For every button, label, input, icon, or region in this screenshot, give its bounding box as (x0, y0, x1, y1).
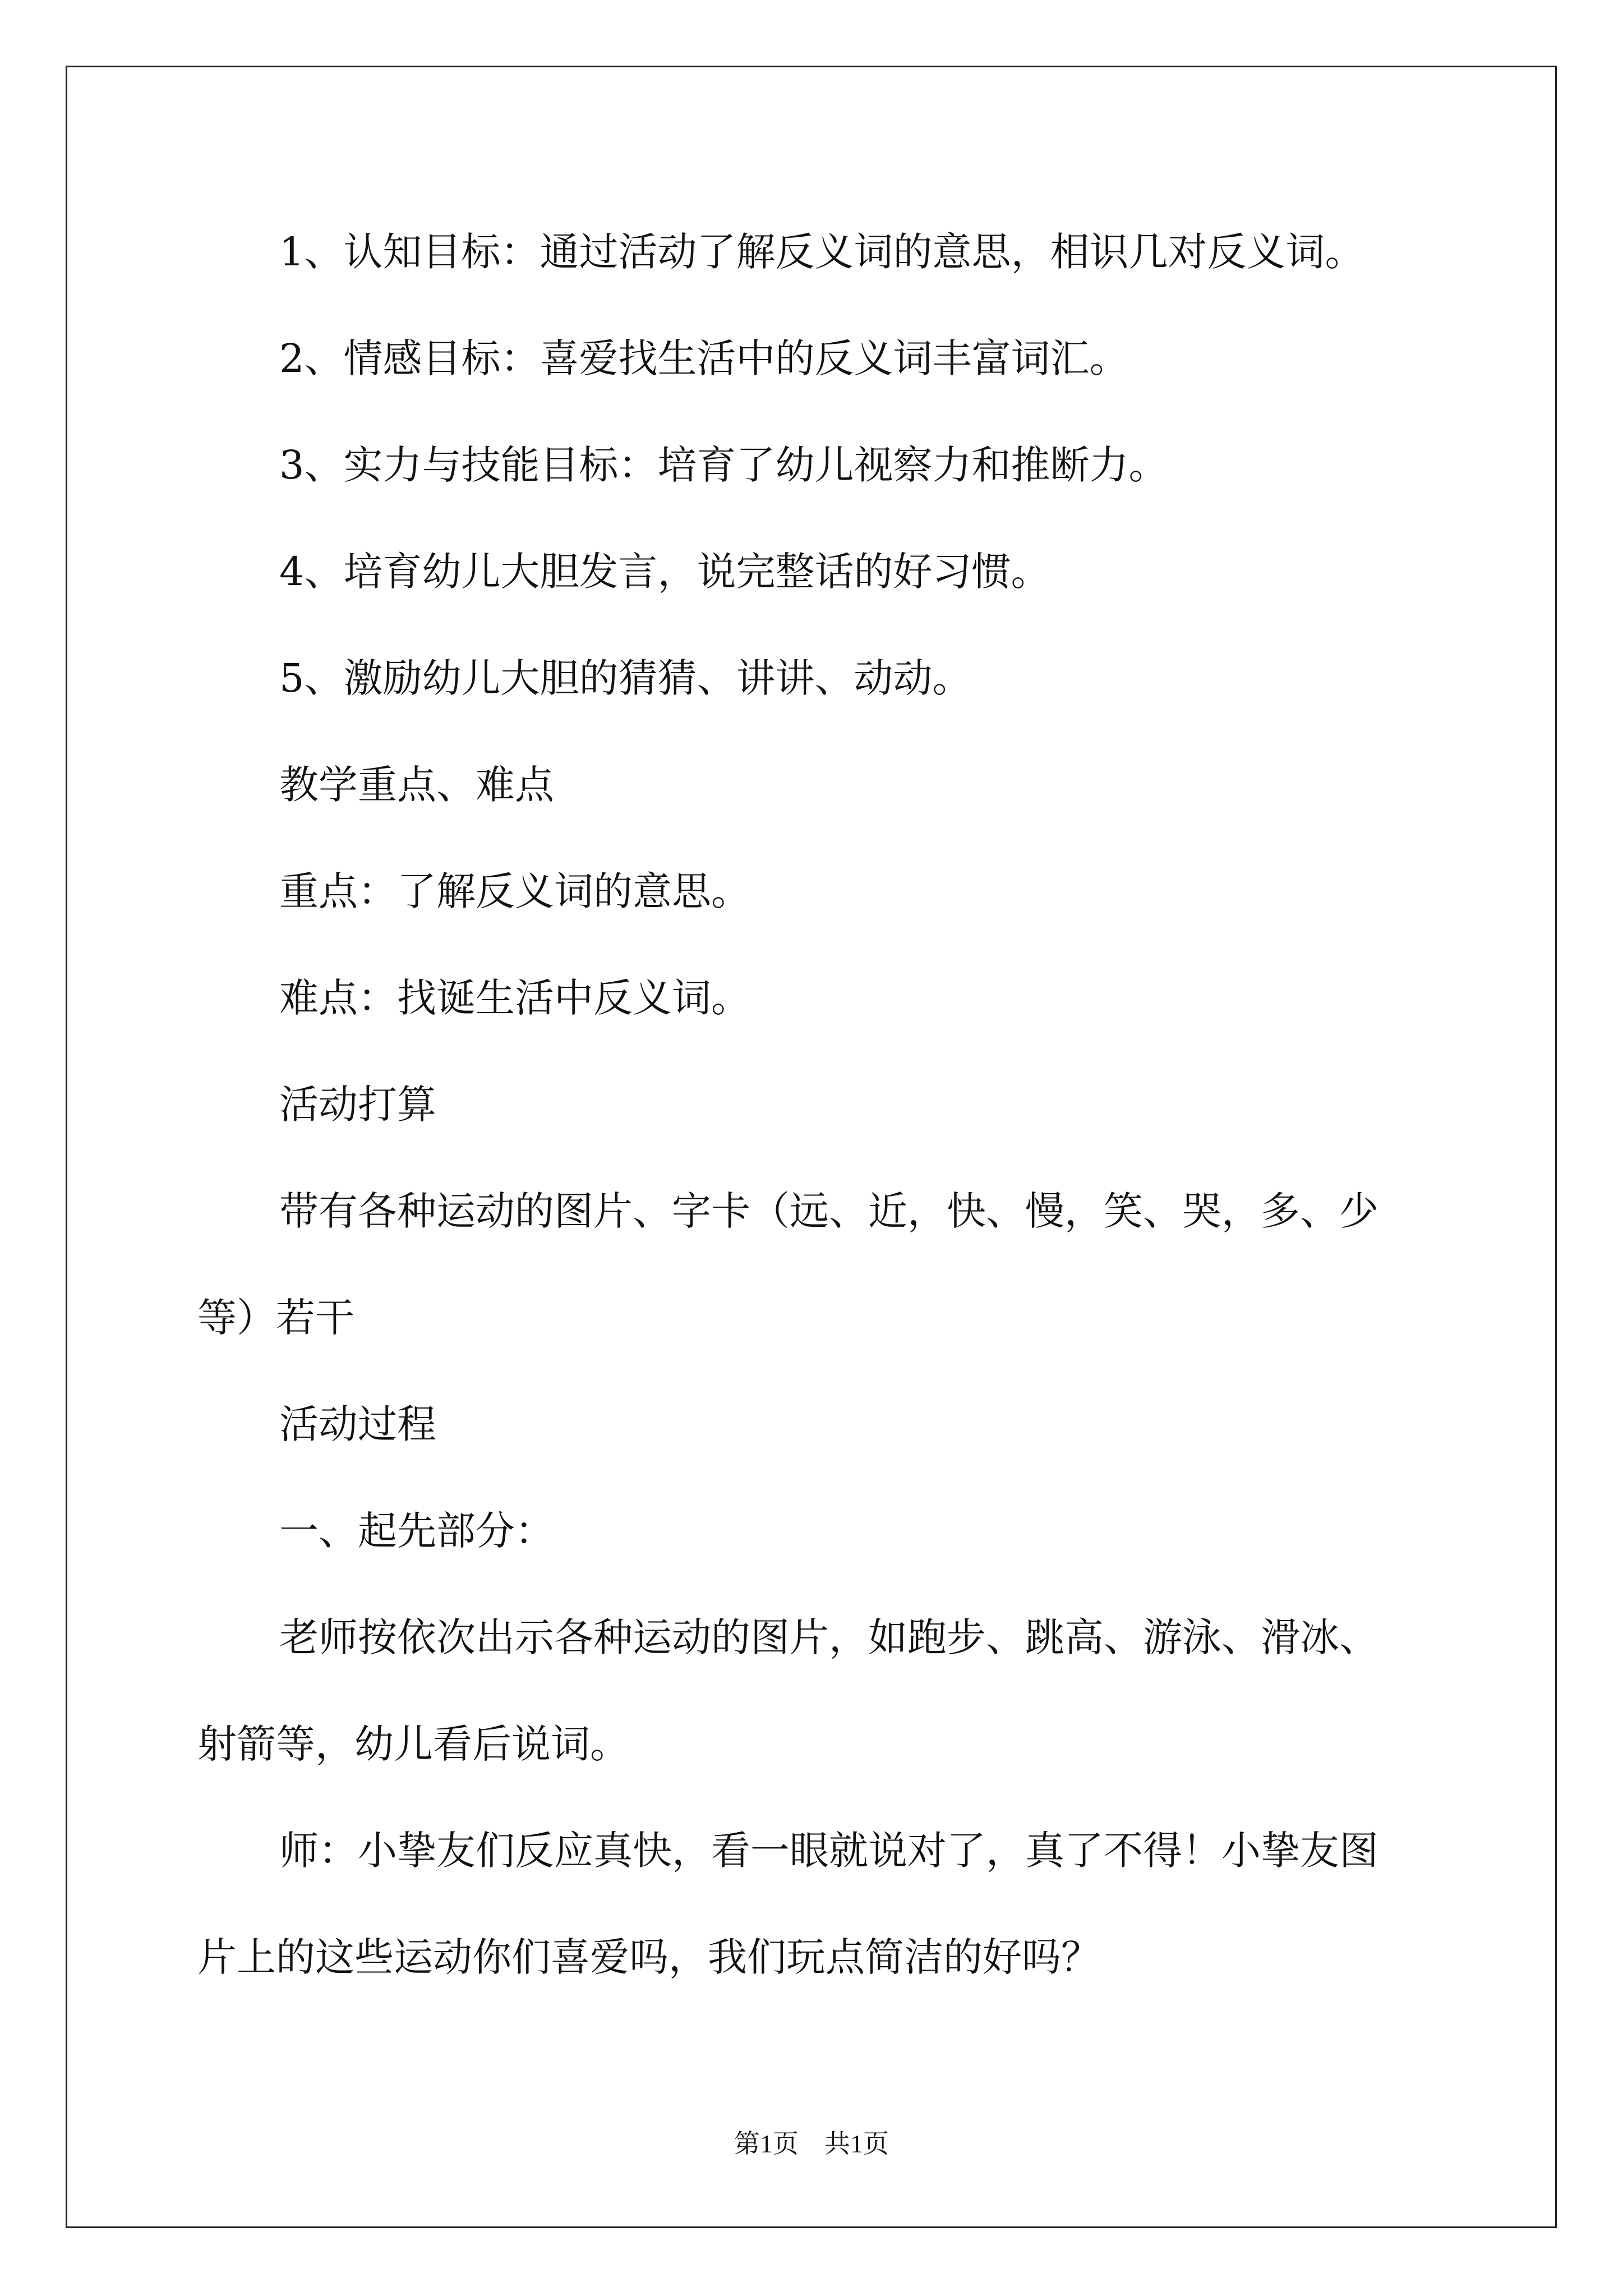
objective-1: 1、认知目标：通过活动了解反义词的意思，相识几对反义词。 (279, 229, 1364, 275)
section-heading-preparation: 活动打算 (279, 1082, 436, 1128)
key-point: 重点：了解反义词的意思。 (279, 868, 750, 914)
section-heading-key-points: 教学重点、难点 (279, 762, 554, 808)
objective-5: 5、激励幼儿大胆的猜猜、讲讲、动动。 (279, 655, 972, 701)
process-paragraph-2-line-1: 师：小挚友们反应真快，看一眼就说对了，真了不得！小挚友图 (279, 1828, 1378, 1874)
preparation-text-line-1: 带有各种运动的图片、字卡（远、近，快、慢，笑、哭，多、少 (279, 1188, 1378, 1234)
section-heading-process: 活动过程 (279, 1401, 436, 1447)
objective-4: 4、培育幼儿大胆发言，说完整话的好习惯。 (279, 549, 1050, 595)
difficult-point: 难点：找诞生活中反义词。 (279, 975, 750, 1021)
page-number-footer: 第1页 共1页 (734, 2129, 889, 2158)
objective-3: 3、实力与技能目标：培育了幼儿视察力和推断力。 (279, 442, 1168, 488)
process-paragraph-1-line-1: 老师按依次出示各种运动的图片，如跑步、跳高、游泳、滑冰、 (279, 1614, 1378, 1660)
preparation-text-line-2: 等）若干 (197, 1295, 354, 1341)
process-paragraph-2-line-2: 片上的这些运动你们喜爱吗，我们玩点简洁的好吗？ (197, 1934, 1100, 1980)
process-part-1-heading: 一、起先部分： (279, 1508, 554, 1554)
page-border (66, 66, 1557, 2228)
objective-2: 2、情感目标：喜爱找生活中的反义词丰富词汇。 (279, 335, 1129, 381)
process-paragraph-1-line-2: 射箭等，幼儿看后说词。 (197, 1721, 629, 1767)
